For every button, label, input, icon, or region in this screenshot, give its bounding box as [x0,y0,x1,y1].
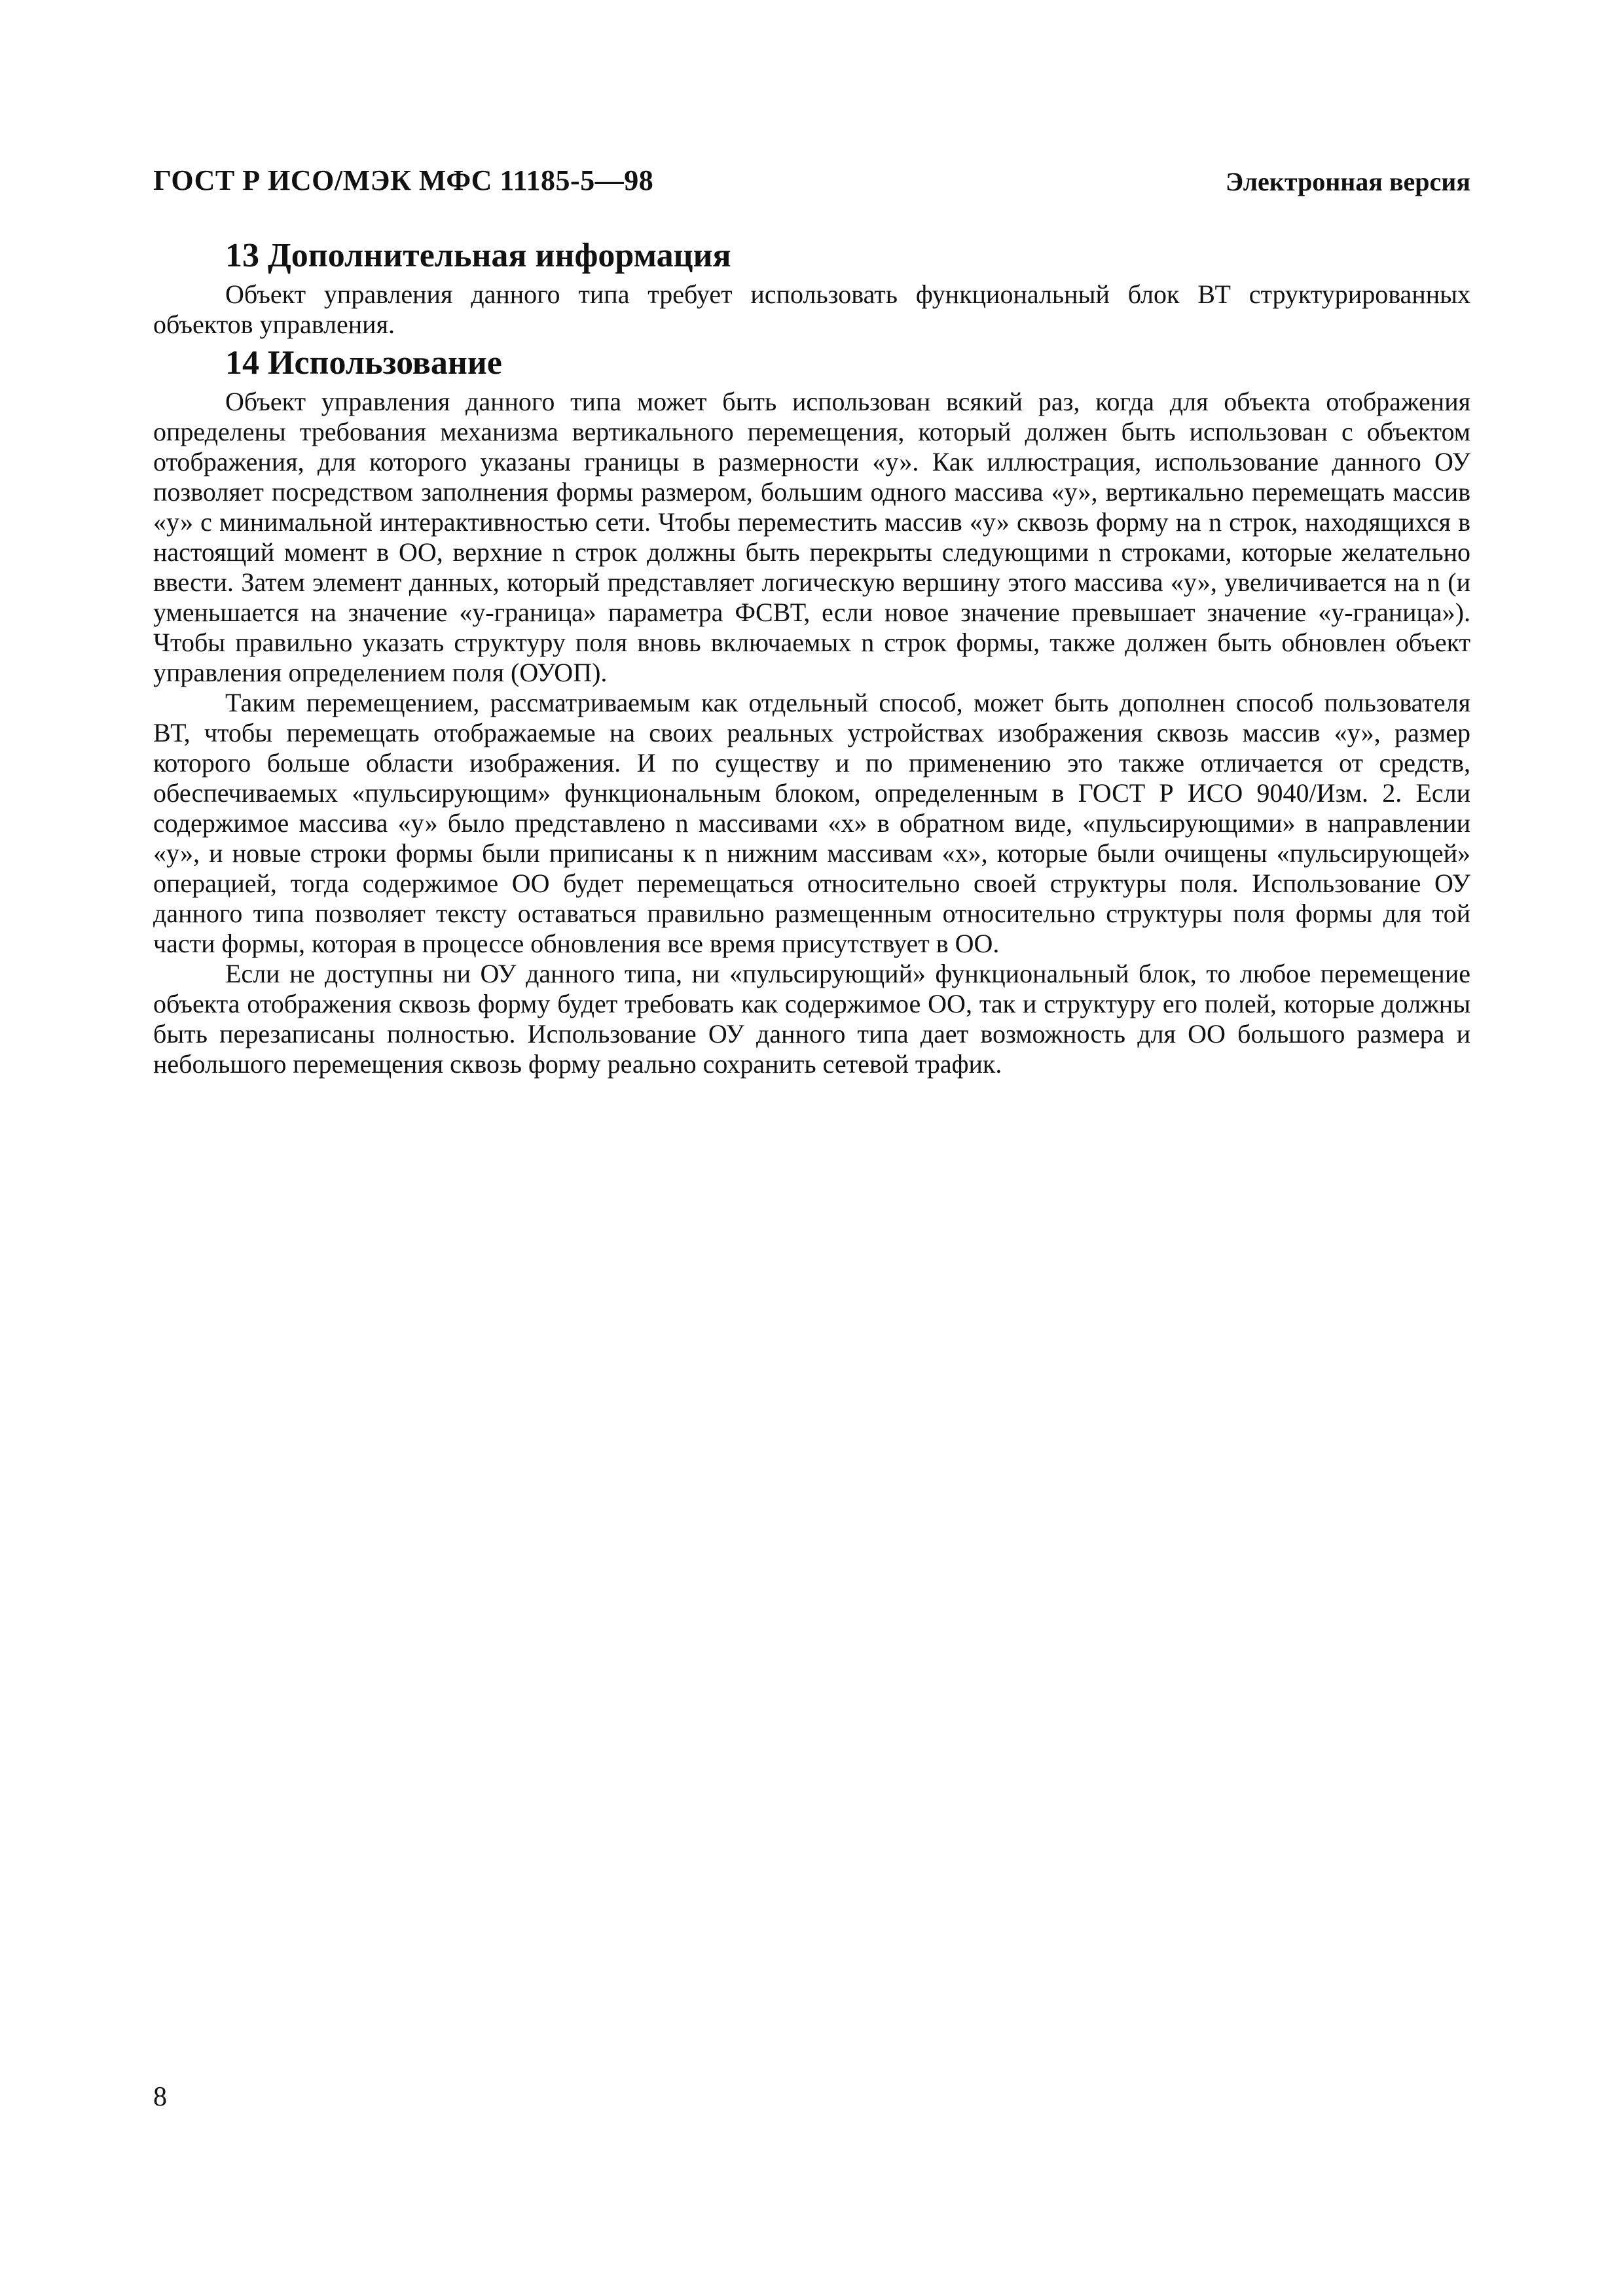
page-number: 8 [153,2082,167,2112]
section-13-title: 13 Дополнительная информация [225,237,731,274]
page-header [153,164,1470,203]
section-14-paragraph-1: Объект управления данного типа может быть использован всякий раз, когда для объекта отображения определены требования механизма вертикального перемещения, который должен быть использован с объектом отображения, для которого указаны границы в размерности «у». Как иллюстрация, использование данного ОУ позволяет посредством заполнения формы размером, большим одного массива «у», вертикально перемещать массив «у» с минимальной интерактивностью сети. Чтобы переместить массив «у» сквозь форму на n строк, находящихся в настоящий момент в ОО, верхние n строк должны быть перекрыты следующими n строками, которые желательно ввести. Затем элемент данных, который представляет логическую вершину этого массива «у», увеличивается на n (и уменьшается на значение «у-граница» параметра ФСВТ, если новое значение превышает значение «у-граница»). Чтобы правильно указать структуру поля вновь включаемых n строк формы, также должен быть обновлен объект управления определением поля (ОУОП). [153,387,1470,687]
section-14-title: 14 Использование [225,344,502,382]
section-14-paragraph-2: Таким перемещением, рассматриваемым как отдельный способ, может быть дополнен способ пользователя ВТ, чтобы перемещать отображаемые на своих реальных устройствах изображения сквозь массив «у», размер которого больше области изображения. И по существу и по применению это также отличается от средств, обеспечиваемых «пульсирующим» функциональным блоком, определенным в ГОСТ Р ИСО 9040/Изм. 2. Если содержимое массива «у» было представлено n массивами «х» в обратном виде, «пульсирующими» в направлении «у», и новые строки формы были приписаны к n нижним массивам «х», которые были очищены «пульсирующей» операцией, тогда содержимое ОО будет перемещаться относительно своей структуры поля. Использование ОУ данного типа позволяет тексту оставаться правильно размещенным относительно структуры поля формы для той части формы, которая в процессе обновления все время присутствует в ОО. [153,688,1470,958]
main-content [153,232,1470,1079]
section-14-paragraph-3: Если не доступны ни ОУ данного типа, ни «пульсирующий» функциональный блок, то любое перемещение объекта отображения сквозь форму будет требовать как содержимое ОО, так и структуру его полей, которые должны быть перезаписаны полностью. Использование ОУ данного типа дает возможность для ОО большого размера и небольшого перемещения сквозь форму реально сохранить сетевой трафик. [153,959,1470,1079]
section-13-paragraph: Объект управления данного типа требует использовать функциональный блок ВТ структурированных объектов управления. [153,279,1470,339]
version-label: Электронная версия [1225,167,1470,196]
standard-designation: ГОСТ Р ИСО/МЭК МФС 11185-5—98 [153,164,654,196]
